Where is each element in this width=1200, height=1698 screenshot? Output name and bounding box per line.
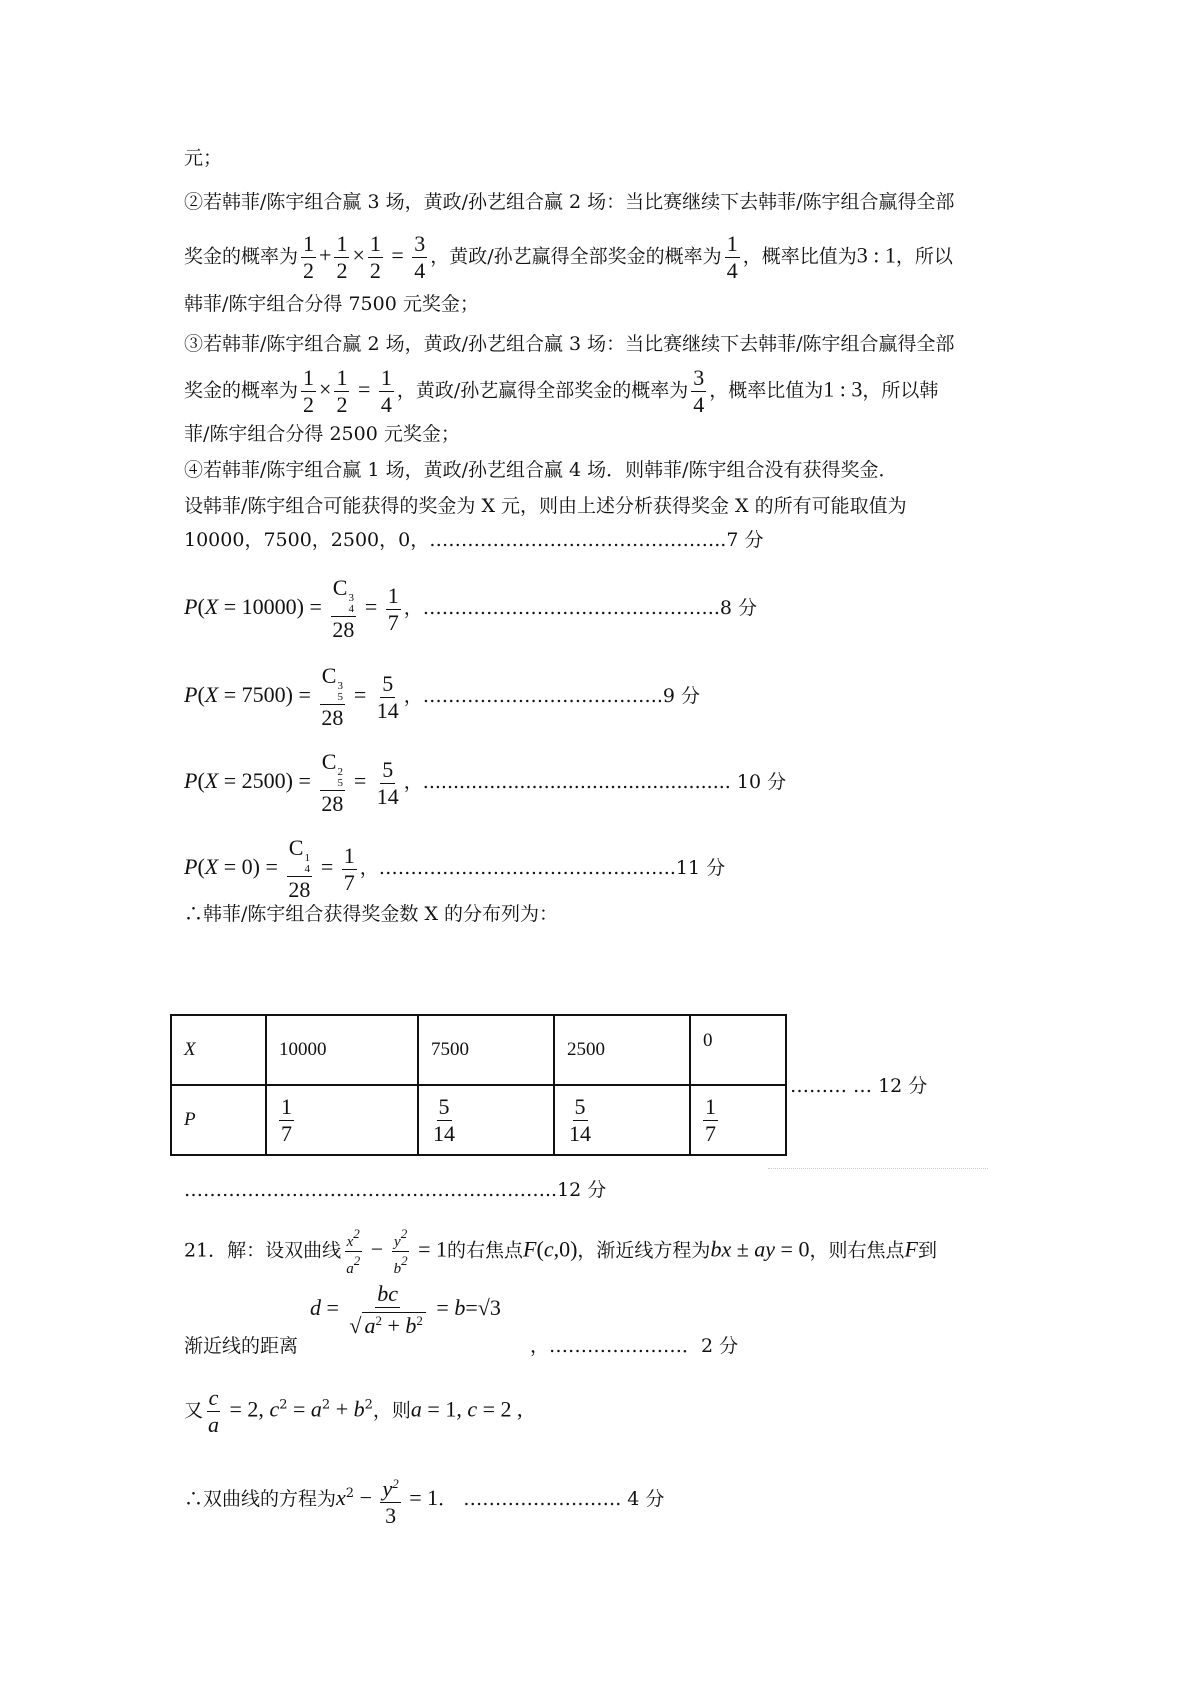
text-line: ③若韩菲/陈宇组合赢 2 场，黄政/孙艺组合赢 3 场：当比赛继续下去韩菲/陈宇组合赢得全部 [184,333,955,355]
text-line: 韩菲/陈宇组合分得 7500 元奖金； [184,293,479,315]
text-line: 又 $\frac{c}{a}$ = 2, $c^2 = a^2 + b^2$，则a = 1, c = 2 , [184,1385,523,1437]
table-row [171,1085,786,1155]
score-note: …………………………………………………..12 分 [184,1179,607,1201]
text-line: 奖金的概率为 $\frac{1}{2}$ × $\frac{1}{2}$ = $\frac{1}{4}$ ，黄政/孙艺赢得全部奖金的概率为 $\frac{3}{4}$ ，概率比值为1 : 3，所以韩 [184,365,939,417]
score-note: ，…………………．2 分 [530,1335,739,1357]
text-line: 元； [184,147,223,169]
table-cell: $\frac{1}{7}$ [690,1085,786,1155]
table-cell: $\frac{5}{14}$ [554,1085,690,1155]
text-line: 10000，7500，2500，0，………………………………………..7 分 [184,529,764,551]
table-cell: $\frac{5}{14}$ [418,1085,554,1155]
probability-line: P(X = 10000) = C 3 4 28 = $\frac{1}{7}$ ，………………………………………..8 分 [184,575,758,642]
probability-line: P(X = 7500) = C 3 5 28 = $\frac{5}{14}$ ，………………………………..9 分 [184,663,701,730]
table-cell: P [171,1085,266,1155]
divider [768,1168,988,1169]
text-line: 21．解：设双曲线 $\frac{x2}{a2}$ − $\frac{y2}{b2}$ = 1的右焦点F(c,0)，渐近线方程为bx ± ay = 0，则右焦点F到 [184,1226,937,1277]
table-cell: 2500 [554,1015,690,1085]
probability-line: P(X = 2500) = C 2 5 28 = $\frac{5}{14}$ ，................................................... 10 分 [184,749,787,816]
distribution-table [170,1014,787,1156]
text-line: 菲/陈宇组合分得 2500 元奖金； [184,423,460,445]
table-cell: X [171,1015,266,1085]
text-line: ②若韩菲/陈宇组合赢 3 场，黄政/孙艺组合赢 2 场：当比赛继续下去韩菲/陈宇组合赢得全部 [184,191,955,213]
text-line: ∴双曲线的方程为$x^2$ − $\frac{y^2}{3}$ = 1． ……………………. 4 分 [184,1472,664,1528]
table-cell: 0 [690,1015,786,1085]
text-line: 渐近线的距离 [184,1335,299,1357]
text-line: 设韩菲/陈宇组合可能获得的奖金为 X 元，则由上述分析获得奖金 X 的所有可能取值为 [184,495,907,517]
table-cell: 7500 [418,1015,554,1085]
table-row [171,1015,786,1085]
text-line: ④若韩菲/陈宇组合赢 1 场，黄政/孙艺组合赢 4 场．则韩菲/陈宇组合没有获得奖金． [184,459,898,481]
score-note: ……… … 12 分 [790,1075,928,1097]
text-line: ∴韩菲/陈宇组合获得奖金数 X 的分布列为： [184,903,559,925]
distance-formula: d = $\frac{bc}{√ a^2 + b^2}$ = b=√3 [310,1281,501,1338]
probability-line: P(X = 0) = C 1 4 28 = $\frac{1}{7}$ ，………………………………………..11 分 [184,835,726,902]
table-cell: 10000 [266,1015,418,1085]
table-cell: $\frac{1}{7}$ [266,1085,418,1155]
text-line: 奖金的概率为 $\frac{1}{2}$ + $\frac{1}{2}$ × $\frac{1}{2}$ = $\frac{3}{4}$ ，黄政/孙艺赢得全部奖金的概率为 $\frac{1}{4}$ ，概率比值为3 : 1，所以 [184,231,953,283]
